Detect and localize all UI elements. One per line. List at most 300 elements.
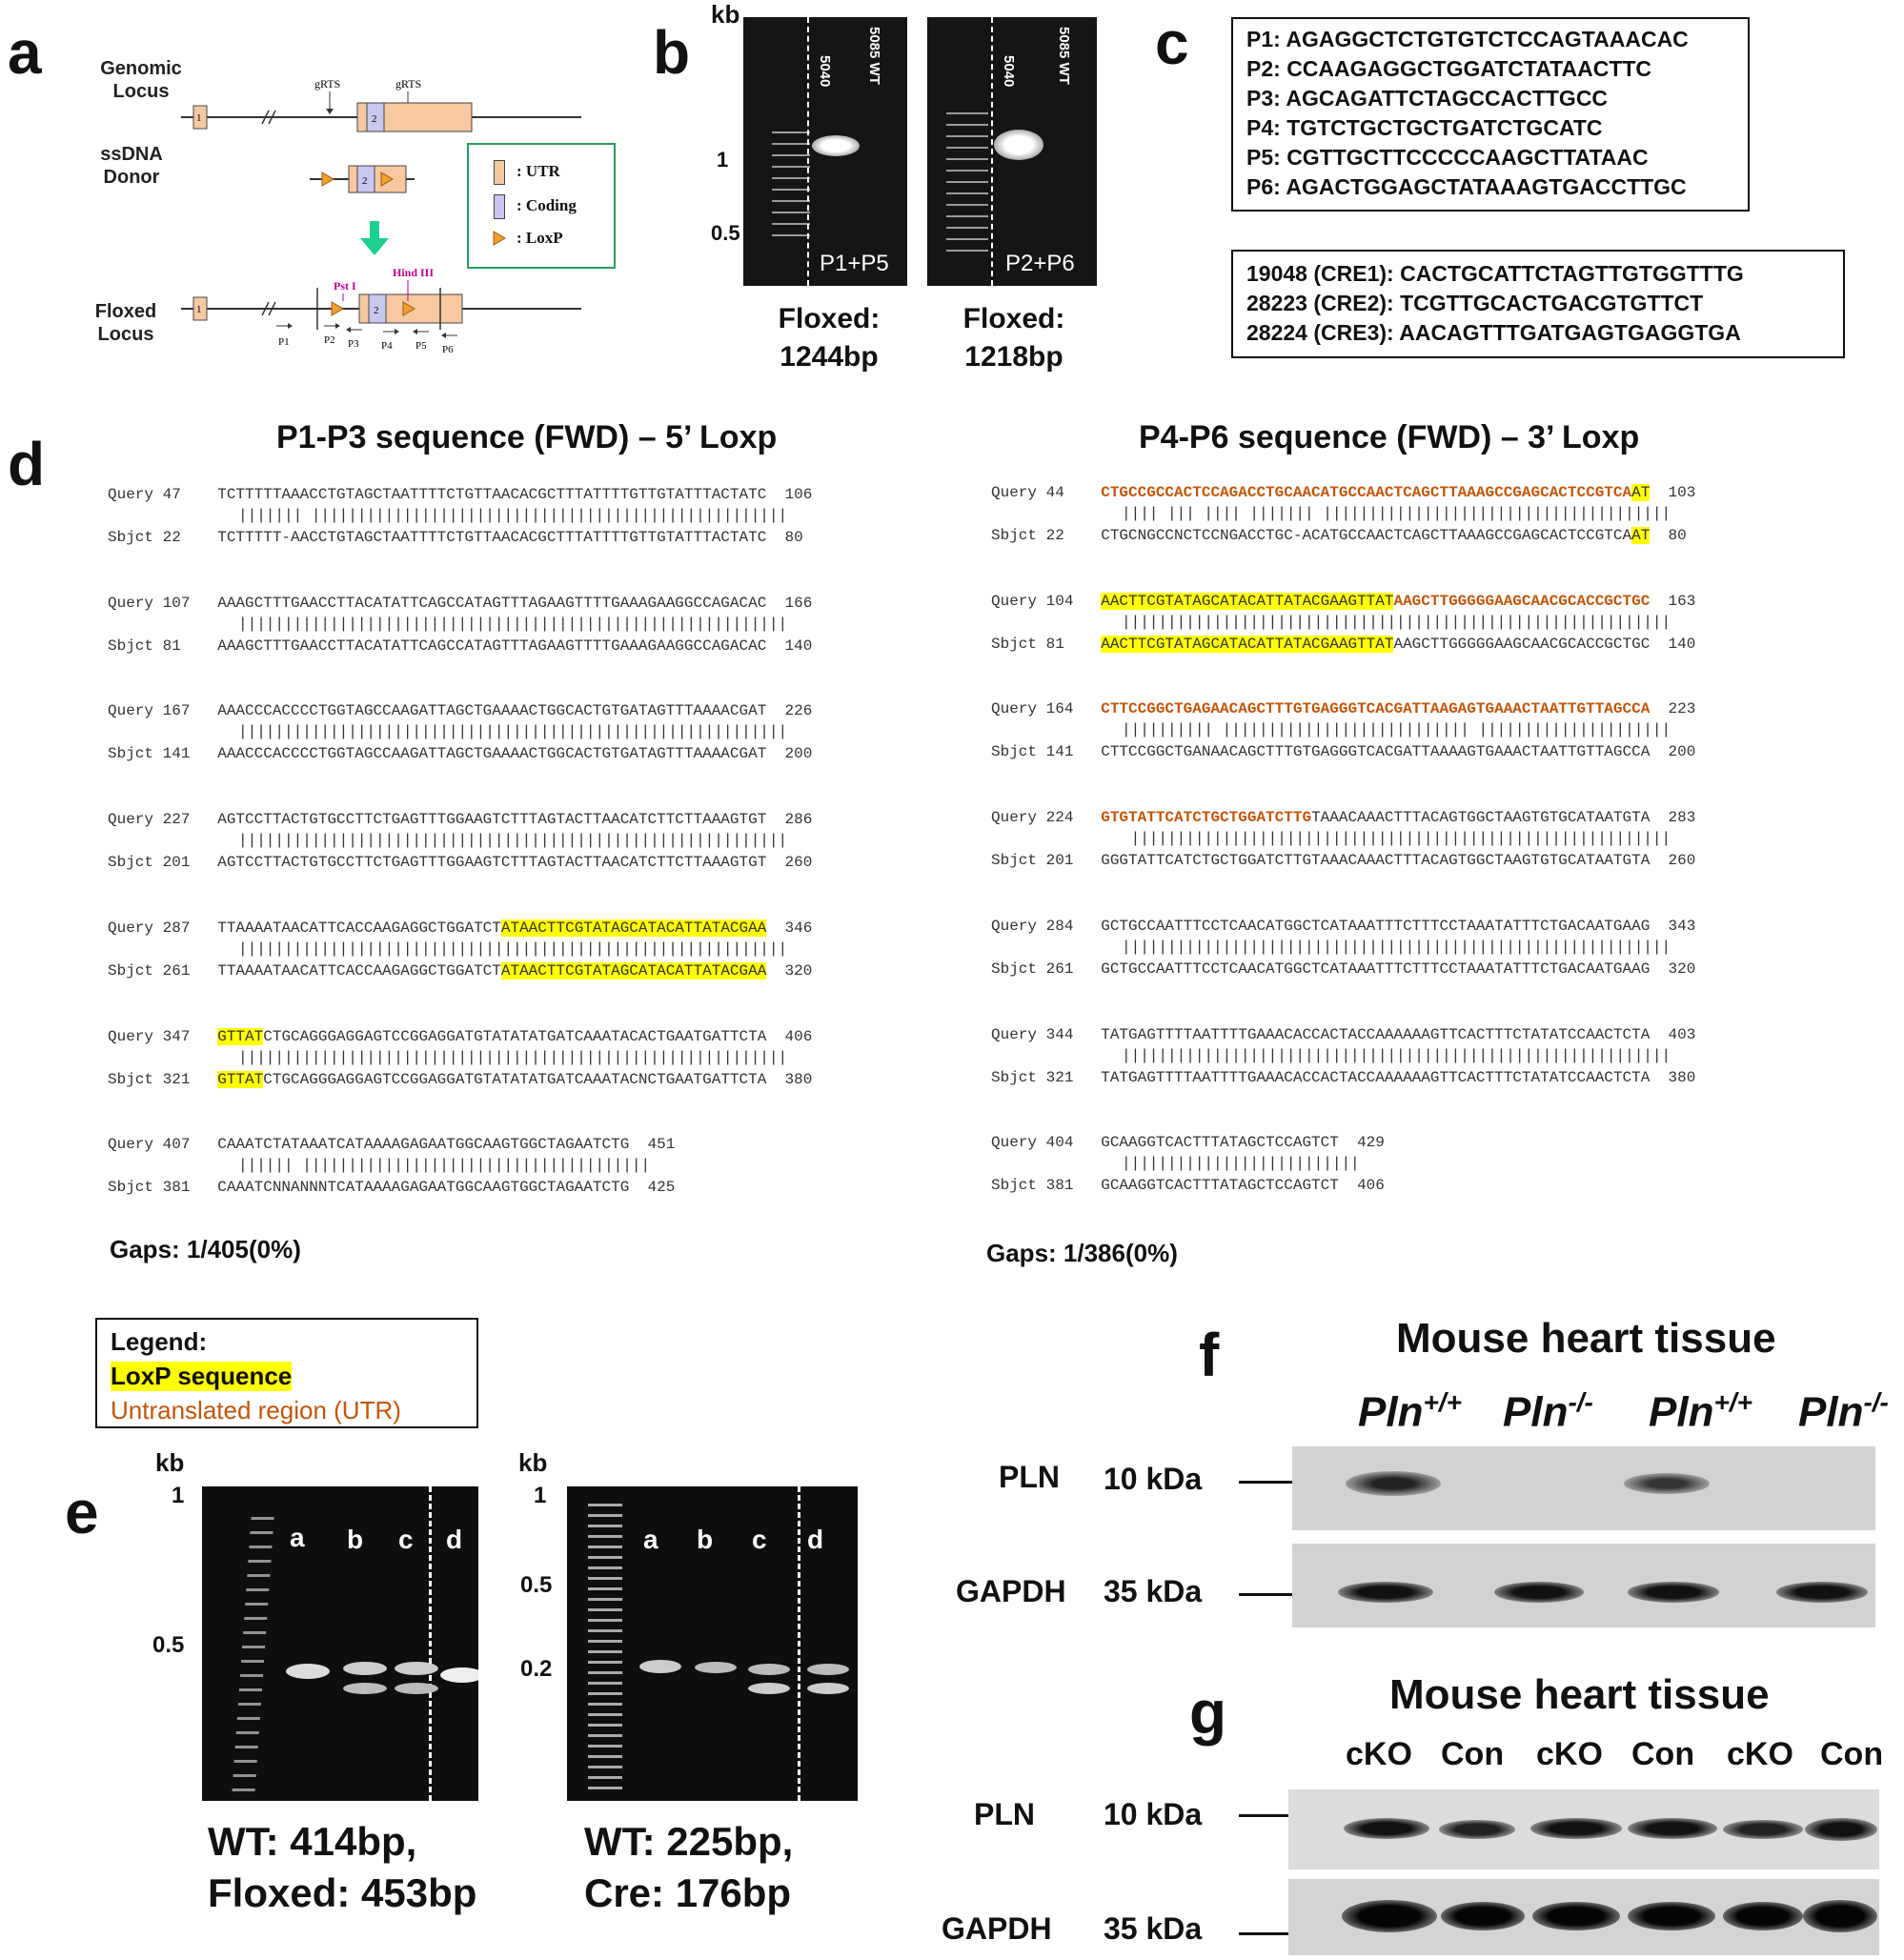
- sequence-legend-box: [95, 1318, 478, 1428]
- left-query-line: [108, 1136, 675, 1153]
- genotype-2-sup: -/-: [1568, 1387, 1593, 1417]
- blot-g-gapdh-band-1: [1342, 1900, 1437, 1932]
- ssdna-label-line2: Donor: [103, 167, 160, 188]
- right-sbjct-line-end: 380: [1650, 1068, 1696, 1086]
- left-query-line-seq: AAACCCACCCCTGGTAGCCAAGATTAGCTGAAAACTGGCACTGTGATAGTTTAAAACGAT: [217, 702, 767, 720]
- right-sbjct-line-label: Sbjct 81: [991, 635, 1102, 653]
- gel-e2-caption: [584, 1816, 793, 1919]
- left-match-line: ||||||||||||||||||||||||||||||||||||||||||||||||||||||||||||: [238, 940, 788, 958]
- left-query-line-seq: AGTCCTTACTGTGCCTTCTGAGTTTGGAAGTCTTTAGTACTTAACATCTTCTTAAAGTGT: [217, 811, 767, 829]
- left-sbjct-line: [108, 1179, 675, 1196]
- gel-e1-lane-a: a: [290, 1523, 305, 1552]
- genomic-label-line1: Genomic: [100, 58, 182, 79]
- blot-f-pln-label: PLN: [999, 1460, 1060, 1494]
- right-query-line-seq: GCTGCCAATTTCCTCAACATGGCTCATAAATTTCTTTCCTAAATATTTCTGACAATGAAG: [1101, 917, 1651, 935]
- cre-primer-row: [1246, 289, 1744, 318]
- primer-list: [1246, 25, 1689, 202]
- panel-g-title: Mouse heart tissue: [1389, 1671, 1770, 1718]
- right-query-line: [991, 484, 1695, 501]
- cre-primer-sequence: CACTGCATTCTAGTTGTGGTTTG: [1400, 261, 1744, 286]
- left-sbjct-line-seq: CTGCAGGGAGGAGTCCGGAGGATGTATATATGATCAAATACNCTGAATGATTCTA: [263, 1070, 767, 1088]
- blot-f-gapdh-band-2: [1494, 1582, 1584, 1603]
- right-query-line-seq: TAAACAAACTTTACAGTGGCTAAGTGTGCATAATGTA: [1311, 809, 1651, 827]
- cre-primer-sequence: TCGTTGCACTGACGTGTTCT: [1400, 291, 1704, 315]
- gel-e2-ladder: [588, 1496, 622, 1791]
- gel-e2-lane-d: d: [807, 1525, 824, 1554]
- left-sbjct-line-label: Sbjct 141: [108, 745, 218, 763]
- left-sbjct-line-end: 80: [766, 529, 803, 546]
- left-query-line-end: 226: [766, 702, 813, 720]
- primer-sequence: CGTTGCTTCCCCCAAGCTTATAAC: [1286, 145, 1649, 170]
- blot-g-gapdh-band-2: [1441, 1902, 1525, 1930]
- right-query-line-seq: TATGAGTTTTAATTTTGAAACACCACTACCAAAAAAGTTCACTTTCTATATCCAACTCTA: [1101, 1025, 1651, 1043]
- right-query-line-end: 429: [1338, 1134, 1385, 1152]
- left-match-line: ||||||||||||||||||||||||||||||||||||||||||||||||||||||||||||: [238, 723, 788, 741]
- panel-label-e: e: [65, 1478, 99, 1546]
- right-query-line-end: 283: [1650, 809, 1696, 827]
- left-query-line: [108, 702, 812, 719]
- cre-primer-name: 28224 (CRE3):: [1246, 320, 1400, 345]
- primer-name: P5:: [1246, 145, 1287, 170]
- panel-a-legend: [467, 143, 616, 269]
- panel-g-lane-6: Con: [1820, 1736, 1884, 1772]
- right-match-line: ||||||||||||||||||||||||||||||||||||||||||||||||||||||||||||: [1122, 938, 1671, 956]
- left-query-line: [108, 919, 812, 937]
- gel-e2-tick-05: 0.5: [520, 1572, 553, 1598]
- gel-b2-lane2-label: 5085 WT: [1056, 27, 1072, 85]
- right-query-line-seq: AACTTCGTATAGCATACATTATACGAAGTTAT: [1101, 592, 1394, 610]
- right-sbjct-line-label: Sbjct 321: [991, 1068, 1102, 1086]
- left-sbjct-line: [108, 745, 812, 762]
- gel-e2-lane-a: a: [643, 1525, 658, 1554]
- left-sbjct-line: [108, 529, 803, 546]
- right-query-line-seq: CTGCCGCCACTCCAGACCTGCAACATGCCAACTCAGCTTAAAGCCGAGCACTCCGTCA: [1101, 484, 1632, 501]
- right-query-line-label: Query 284: [991, 917, 1102, 935]
- blot-g-pln-size: 10 kDa: [1104, 1797, 1203, 1831]
- left-sbjct-line-seq: ATAACTTCGTATAGCATACATTATACGAA: [500, 961, 767, 980]
- gel-e1-ladder: [233, 1505, 275, 1791]
- genomic-exon2-left: [357, 103, 367, 131]
- left-query-line-label: Query 167: [108, 702, 218, 720]
- right-sbjct-line: [991, 852, 1695, 869]
- gel-e1-band-b1: [343, 1662, 387, 1675]
- right-query-line-end: 103: [1650, 484, 1696, 501]
- primer-p4-label: P4: [381, 340, 393, 352]
- gel-e2: [567, 1486, 858, 1801]
- right-query-line-end: 343: [1650, 917, 1696, 935]
- gel-e1-band-b2: [343, 1683, 387, 1694]
- gel-b2-caption: [938, 300, 1090, 376]
- panel-label-f: f: [1199, 1321, 1220, 1389]
- primer-row: [1246, 113, 1689, 143]
- left-query-line: [108, 1028, 812, 1045]
- right-sbjct-line-label: Sbjct 141: [991, 743, 1102, 761]
- right-query-line: [991, 1026, 1695, 1043]
- right-sbjct-line-seq: CTGCNGCCNCTCCNGACCTGC-ACATGCCAACTCAGCTTAAAGCCGAGCACTCCGTCA: [1101, 527, 1632, 544]
- primer-p2-head: [335, 323, 340, 329]
- gel-e2-divider: [798, 1486, 800, 1801]
- primer-p1-head: [288, 323, 293, 329]
- gel-e2-band-d1: [807, 1664, 849, 1675]
- cre-primer-row: [1246, 318, 1744, 348]
- blot-g-gapdh-band-4: [1628, 1902, 1715, 1930]
- gel-e2-kb-label: kb: [518, 1448, 548, 1477]
- right-sbjct-line: [991, 960, 1695, 978]
- blot-f-pln-band-1: [1346, 1471, 1441, 1496]
- grts-arrowhead-1: [326, 109, 334, 114]
- panel-b-tick-05: 0.5: [711, 221, 740, 245]
- grts-label-2: gRTS: [395, 77, 422, 91]
- legend-loxp-swatch: [492, 229, 507, 248]
- panel-b-kb-label: kb: [711, 0, 740, 29]
- gel-e1-band-a: [286, 1664, 330, 1679]
- primer-sequence: AGCAGATTCTAGCCACTTGCC: [1286, 86, 1609, 111]
- left-match-line: ||||||||||||||||||||||||||||||||||||||||||||||||||||||||||||: [238, 1048, 788, 1066]
- blot-f-gapdh-band-1: [1338, 1582, 1433, 1603]
- gel-b1-ladder: [772, 122, 810, 246]
- legend-utr-label: : UTR: [517, 162, 560, 180]
- primer-group: [276, 323, 457, 355]
- gel-e1-lane-d: d: [446, 1525, 463, 1554]
- right-query-line-seq: GCAAGGTCACTTTATAGCTCCAGTCT: [1101, 1134, 1339, 1152]
- blot-f-gapdh-band-4: [1776, 1582, 1868, 1603]
- gel-e2-band-c2: [748, 1683, 790, 1694]
- right-query-line-label: Query 404: [991, 1134, 1102, 1152]
- gel-b2-floxed-band: [994, 130, 1043, 160]
- left-sbjct-line-end: 425: [629, 1179, 676, 1197]
- left-query-line-seq: ATAACTTCGTATAGCATACATTATACGAA: [500, 919, 767, 937]
- right-match-line: |||||||||||||||||||||||||||||||||||||||||||||||||||||||||||: [1122, 830, 1671, 848]
- left-query-line-end: 406: [766, 1027, 813, 1045]
- left-sbjct-line-seq: GTTAT: [217, 1070, 264, 1088]
- genotype-2: [1503, 1387, 1593, 1437]
- genotype-1: [1358, 1387, 1462, 1437]
- left-query-line-end: 106: [766, 486, 813, 503]
- left-query-line: [108, 811, 812, 828]
- green-down-arrow: [360, 221, 389, 255]
- panel-label-c: c: [1155, 9, 1189, 77]
- panel-label-d: d: [8, 430, 46, 498]
- right-sbjct-line: [991, 1069, 1695, 1086]
- gel-b2: [927, 17, 1097, 286]
- legend-utr-swatch: [494, 160, 505, 185]
- gel-e1-band-c2: [395, 1683, 438, 1694]
- primer-p2-label: P2: [324, 334, 335, 346]
- blot-g-gapdh-band-3: [1532, 1902, 1620, 1930]
- right-query-line-label: Query 224: [991, 809, 1102, 827]
- left-query-line-label: Query 47: [108, 486, 218, 503]
- cre-list-box: [1231, 250, 1845, 358]
- gel-e2-band-d2: [807, 1683, 849, 1694]
- gel-b1-lane2-label: 5085 WT: [866, 27, 882, 85]
- right-sbjct-line: [991, 743, 1695, 760]
- left-query-line-seq: TCTTTTTAAACCTGTAGCTAATTTTCTGTTAACACGCTTTATTTTGTTGTATTTACTATC: [217, 486, 767, 503]
- blot-g-pln-band-4: [1628, 1818, 1717, 1839]
- blot-f-gapdh-band-3: [1628, 1582, 1719, 1603]
- gel-e2-lane-b: b: [697, 1525, 714, 1554]
- right-query-line-label: Query 164: [991, 700, 1102, 718]
- panel-b-tick-1: 1: [717, 148, 729, 172]
- left-query-line-end: 166: [766, 594, 813, 612]
- left-sbjct-line: [108, 962, 812, 980]
- right-match-line: |||||||||| ||||||||||||||||||||||||||| |||||||||||||||||||||: [1122, 721, 1671, 739]
- gel-b1-caption-line2: 1244bp: [780, 341, 879, 373]
- blot-g-gapdh-band-5: [1723, 1902, 1803, 1930]
- sequence-legend-utr: Untranslated region (UTR): [111, 1396, 401, 1425]
- blot-f-pln-size: 10 kDa: [1104, 1462, 1203, 1496]
- blot-f-gapdh-marker: [1239, 1593, 1292, 1596]
- left-sbjct-line-end: 140: [766, 636, 813, 655]
- right-sbjct-line-seq: AACTTCGTATAGCATACATTATACGAAGTTAT: [1101, 635, 1394, 653]
- gel-b1-caption-line1: Floxed:: [778, 303, 881, 334]
- blot-f-pln: [1292, 1446, 1875, 1530]
- primer-p4-head: [395, 329, 399, 334]
- floxed-label-line1: Floxed: [94, 301, 157, 322]
- seq-left-gaps: Gaps: 1/405(0%): [110, 1235, 301, 1263]
- genotype-2-base: Pln: [1503, 1388, 1569, 1436]
- right-query-line-seq: AAGCTTGGGGGAAGCAACGCACCGCTGC: [1393, 592, 1651, 610]
- right-sbjct-line-label: Sbjct 22: [991, 527, 1102, 544]
- primer-p5-head: [413, 329, 417, 334]
- panel-label-b: b: [653, 18, 691, 87]
- right-sbjct-line: [991, 636, 1695, 653]
- right-match-line: ||||||||||||||||||||||||||||||||||||||||||||||||||||||||||||: [1122, 613, 1671, 631]
- blot-g-gapdh-size: 35 kDa: [1104, 1911, 1203, 1946]
- seq-left-title: P1-P3 sequence (FWD) – 5’ Loxp: [276, 419, 778, 455]
- gel-b1-caption: [753, 300, 905, 376]
- gel-e2-lane-c: c: [752, 1525, 767, 1554]
- left-sbjct-line-end: 320: [766, 961, 813, 980]
- left-match-line: ||||||| ||||||||||||||||||||||||||||||||||||||||||||||||||||: [238, 507, 788, 524]
- blot-f-pln-band-3: [1624, 1473, 1710, 1494]
- left-sbjct-line: [108, 1071, 812, 1088]
- cre-list: [1246, 259, 1744, 348]
- right-query-line-end: 223: [1650, 700, 1696, 718]
- legend-coding-swatch: [494, 194, 505, 219]
- cre-primer-sequence: AACAGTTTGATGAGTGAGGTGA: [1399, 320, 1741, 345]
- gel-e1-divider: [429, 1486, 432, 1801]
- gel-b2-primer-label: P2+P6: [1005, 251, 1075, 276]
- left-sbjct-line-seq: AAACCCACCCCTGGTAGCCAAGATTAGCTGAAAACTGGCACTGTGATAGTTTAAAACGAT: [217, 745, 767, 763]
- ssdna-donor-label: [84, 143, 179, 189]
- blot-f-gapdh-label: GAPDH: [956, 1574, 1066, 1608]
- right-query-line: [991, 700, 1695, 717]
- gel-b1-divider: [807, 17, 809, 286]
- primer-p3-label: P3: [348, 338, 359, 350]
- left-query-line: [108, 486, 812, 503]
- gel-b1-floxed-band: [812, 135, 860, 156]
- left-sbjct-line-seq: AAAGCTTTGAACCTTACATATTCAGCCATAGTTTAGAAGTTTTGAAAGAAGGCCAGACAC: [217, 636, 767, 655]
- gel-b2-caption-line1: Floxed:: [962, 303, 1065, 334]
- left-query-line-seq: CAAATCTATAAATCATAAAAGAGAATGGCAAGTGGCTAGAATCTG: [217, 1136, 630, 1154]
- gel-e1-caption: [208, 1816, 476, 1919]
- donor-loxp-1: [322, 172, 334, 186]
- panel-g-lane-1: cKO: [1346, 1736, 1412, 1772]
- primer-name: P1:: [1246, 27, 1286, 51]
- primer-name: P6:: [1246, 174, 1286, 199]
- left-match-line: |||||| ||||||||||||||||||||||||||||||||||||||: [238, 1157, 651, 1175]
- right-sbjct-line-end: 200: [1650, 743, 1696, 761]
- primer-sequence: AGAGGCTCTGTGTCTCCAGTAAACAC: [1286, 27, 1689, 51]
- gel-e2-tick-02: 0.2: [520, 1656, 553, 1682]
- genomic-exon1-label: 1: [196, 112, 202, 124]
- primer-row: [1246, 54, 1689, 84]
- blot-f-gapdh: [1292, 1544, 1875, 1627]
- cre-primer-name: 28223 (CRE2):: [1246, 291, 1401, 315]
- left-match-line: ||||||||||||||||||||||||||||||||||||||||||||||||||||||||||||: [238, 615, 788, 633]
- primer-p6-head: [441, 333, 446, 338]
- primer-row: [1246, 84, 1689, 113]
- left-query-line-seq: TTAAAATAACATTCACCAAGAGGCTGGATCT: [217, 919, 501, 937]
- right-sbjct-line-seq: CTTCCGGCTGANAACAGCTTTGTGAGGGTCACGATTAAAAGTGAAACTAATTGTTAGCCA: [1101, 743, 1651, 761]
- gel-b2-caption-line2: 1218bp: [964, 341, 1063, 373]
- genotype-1-sup: +/+: [1423, 1387, 1462, 1417]
- pst-i-label: Pst I: [334, 279, 356, 293]
- genotype-4-sup: -/-: [1863, 1387, 1889, 1417]
- right-query-line: [991, 809, 1695, 826]
- left-query-line-seq: CTGCAGGGAGGAGTCCGGAGGATGTATATATGATCAAATACACTGAATGATTCTA: [263, 1027, 767, 1045]
- right-match-line: ||||||||||||||||||||||||||||||||||||||||||||||||||||||||||||: [1122, 1046, 1671, 1064]
- ssdna-label-line1: ssDNA: [100, 144, 163, 165]
- blot-g-pln-band-2: [1439, 1820, 1515, 1839]
- genotype-3-base: Pln: [1649, 1388, 1714, 1436]
- right-sbjct-line-seq: GCAAGGTCACTTTATAGCTCCAGTCT: [1101, 1177, 1339, 1195]
- left-sbjct-line: [108, 637, 812, 655]
- primer-row: [1246, 25, 1689, 54]
- left-query-line-end: 451: [629, 1136, 676, 1154]
- left-sbjct-line-label: Sbjct 201: [108, 854, 218, 872]
- left-sbjct-line-label: Sbjct 321: [108, 1070, 218, 1088]
- blot-f-pln-marker: [1239, 1481, 1292, 1484]
- right-query-line-end: 163: [1650, 592, 1696, 610]
- right-match-line: ||||||||||||||||||||||||||: [1122, 1155, 1360, 1173]
- primer-sequence: AGACTGGAGCTATAAAGTGACCTTGC: [1286, 174, 1687, 199]
- right-sbjct-line-end: 140: [1650, 635, 1696, 653]
- panel-g-lane-2: Con: [1441, 1736, 1505, 1772]
- panel-g-lane-4: Con: [1631, 1736, 1695, 1772]
- gel-b1-primer-label: P1+P5: [820, 251, 889, 276]
- gel-e2-caption-line2: Cre: 176bp: [584, 1870, 792, 1915]
- gel-b1: [743, 17, 907, 286]
- gel-e1-band-c1: [395, 1662, 438, 1675]
- blot-g-gapdh-label: GAPDH: [942, 1911, 1052, 1946]
- primer-sequence: TGTCTGCTGCTGATCTGCATC: [1286, 115, 1603, 140]
- right-sbjct-line-seq: GGGTATTCATCTGCTGGATCTTGTAAACAAACTTTACAGTGGCTAAGTGTGCATAATGTA: [1101, 852, 1651, 870]
- blot-g-pln-label: PLN: [974, 1797, 1035, 1831]
- gel-b2-lane1-label: 5040: [1001, 55, 1017, 88]
- left-sbjct-line-seq: CAAATCNNANNNTCATAAAAGAGAATGGCAAGTGGCTAGAATCTG: [217, 1179, 630, 1197]
- primer-name: P4:: [1246, 115, 1287, 140]
- seq-right-gaps: Gaps: 1/386(0%): [986, 1239, 1178, 1267]
- left-query-line-end: 286: [766, 811, 813, 829]
- gel-e1-lane-c: c: [398, 1525, 414, 1554]
- sequence-legend-title: Legend:: [111, 1327, 208, 1356]
- left-sbjct-line-label: Sbjct 22: [108, 529, 218, 546]
- legend-loxp-label: : LoxP: [517, 229, 563, 247]
- grts-label-1: gRTS: [314, 77, 341, 91]
- left-query-line-label: Query 107: [108, 594, 218, 612]
- left-query-line-seq: AAAGCTTTGAACCTTACATATTCAGCCATAGTTTAGAAGTTTTGAAAGAAGGCCAGACAC: [217, 594, 767, 612]
- gel-e1-tick-1: 1: [172, 1483, 185, 1508]
- right-query-line-seq: AT: [1631, 484, 1651, 501]
- gel-e1-caption-line2: Floxed: 453bp: [208, 1870, 477, 1915]
- blot-g-pln-band-6: [1805, 1818, 1877, 1841]
- left-sbjct-line-end: 260: [766, 854, 813, 872]
- left-sbjct-line-label: Sbjct 81: [108, 636, 218, 655]
- legend-coding-label: : Coding: [517, 196, 577, 214]
- gel-e2-caption-line1: WT: 225bp,: [584, 1819, 794, 1864]
- right-query-line-label: Query 104: [991, 592, 1102, 610]
- genotype-1-base: Pln: [1358, 1388, 1424, 1436]
- primer-p1-label: P1: [278, 336, 290, 348]
- blot-f-gapdh-size: 35 kDa: [1104, 1574, 1203, 1608]
- cre-primer-name: 19048 (CRE1):: [1246, 261, 1401, 286]
- floxed-label-line2: Locus: [97, 324, 154, 345]
- right-query-line-seq: GTGTATTCATCTGCTGGATCTTG: [1101, 809, 1312, 827]
- left-sbjct-line-seq: TTAAAATAACATTCACCAAGAGGCTGGATCT: [217, 961, 501, 980]
- floxed-exon2-left: [359, 294, 369, 323]
- floxed-exon1-label: 1: [196, 304, 202, 315]
- left-match-line: ||||||||||||||||||||||||||||||||||||||||||||||||||||||||||||: [238, 832, 788, 850]
- blot-g-gapdh-marker: [1239, 1932, 1288, 1935]
- primer-list-box: [1231, 17, 1750, 212]
- seq-right-title: P4-P6 sequence (FWD) – 3’ Loxp: [1139, 419, 1640, 455]
- right-sbjct-line-label: Sbjct 261: [991, 960, 1102, 978]
- right-query-line-seq: CTTCCGGCTGAGAACAGCTTTGTGAGGGTCACGATTAAGAGTGAAACTAATTGTTAGCCA: [1101, 700, 1651, 718]
- right-sbjct-line-end: 320: [1650, 960, 1696, 978]
- blot-g-pln-marker: [1239, 1814, 1288, 1817]
- right-sbjct-line-seq: TATGAGTTTTAATTTTGAAACACCACTACCAAAAAAGTTCACTTTCTATATCCAACTCTA: [1101, 1068, 1651, 1086]
- gel-e1-band-d: [440, 1667, 478, 1683]
- gel-e1-lane-b: b: [347, 1525, 364, 1554]
- right-sbjct-line-end: 80: [1650, 527, 1687, 544]
- gel-e2-band-b: [695, 1662, 737, 1673]
- floxed-exon2-label: 2: [374, 305, 379, 316]
- gel-b1-lane1-label: 5040: [817, 55, 833, 88]
- gel-e2-tick-1: 1: [534, 1483, 547, 1508]
- primer-name: P3:: [1246, 86, 1286, 111]
- cre-primer-row: [1246, 259, 1744, 289]
- right-sbjct-line-seq: AAGCTTGGGGGAAGCAACGCACCGCTGC: [1393, 635, 1651, 653]
- panel-f-genotype-row: [1358, 1387, 1904, 1445]
- panel-label-a: a: [8, 18, 42, 87]
- left-query-line-label: Query 407: [108, 1136, 218, 1154]
- genotype-4: [1798, 1387, 1889, 1437]
- blot-g-pln: [1288, 1789, 1879, 1869]
- right-sbjct-line-seq: AT: [1631, 527, 1651, 544]
- floxed-locus-label: [78, 300, 173, 346]
- left-sbjct-line-end: 380: [766, 1070, 813, 1088]
- blot-g-pln-band-3: [1530, 1818, 1622, 1839]
- blot-g-pln-band-1: [1344, 1818, 1429, 1839]
- panel-g-lane-row: [1346, 1736, 1898, 1778]
- right-query-line-label: Query 44: [991, 484, 1102, 501]
- blot-g-gapdh: [1288, 1879, 1879, 1955]
- right-sbjct-line: [991, 527, 1687, 544]
- right-sbjct-line-label: Sbjct 201: [991, 852, 1102, 870]
- gel-e1-kb-label: kb: [155, 1448, 185, 1477]
- genomic-label-line2: Locus: [112, 81, 170, 102]
- panel-label-g: g: [1189, 1678, 1227, 1747]
- left-query-line-label: Query 227: [108, 811, 218, 829]
- gel-e2-band-a: [639, 1660, 681, 1673]
- genotype-4-base: Pln: [1798, 1388, 1864, 1436]
- right-sbjct-line: [991, 1177, 1385, 1194]
- right-sbjct-line-end: 406: [1338, 1177, 1385, 1195]
- gel-e1: [202, 1486, 478, 1801]
- left-query-line-seq: GTTAT: [217, 1027, 264, 1045]
- primer-sequence: CCAAGAGGCTGGATCTATAACTTC: [1286, 56, 1652, 81]
